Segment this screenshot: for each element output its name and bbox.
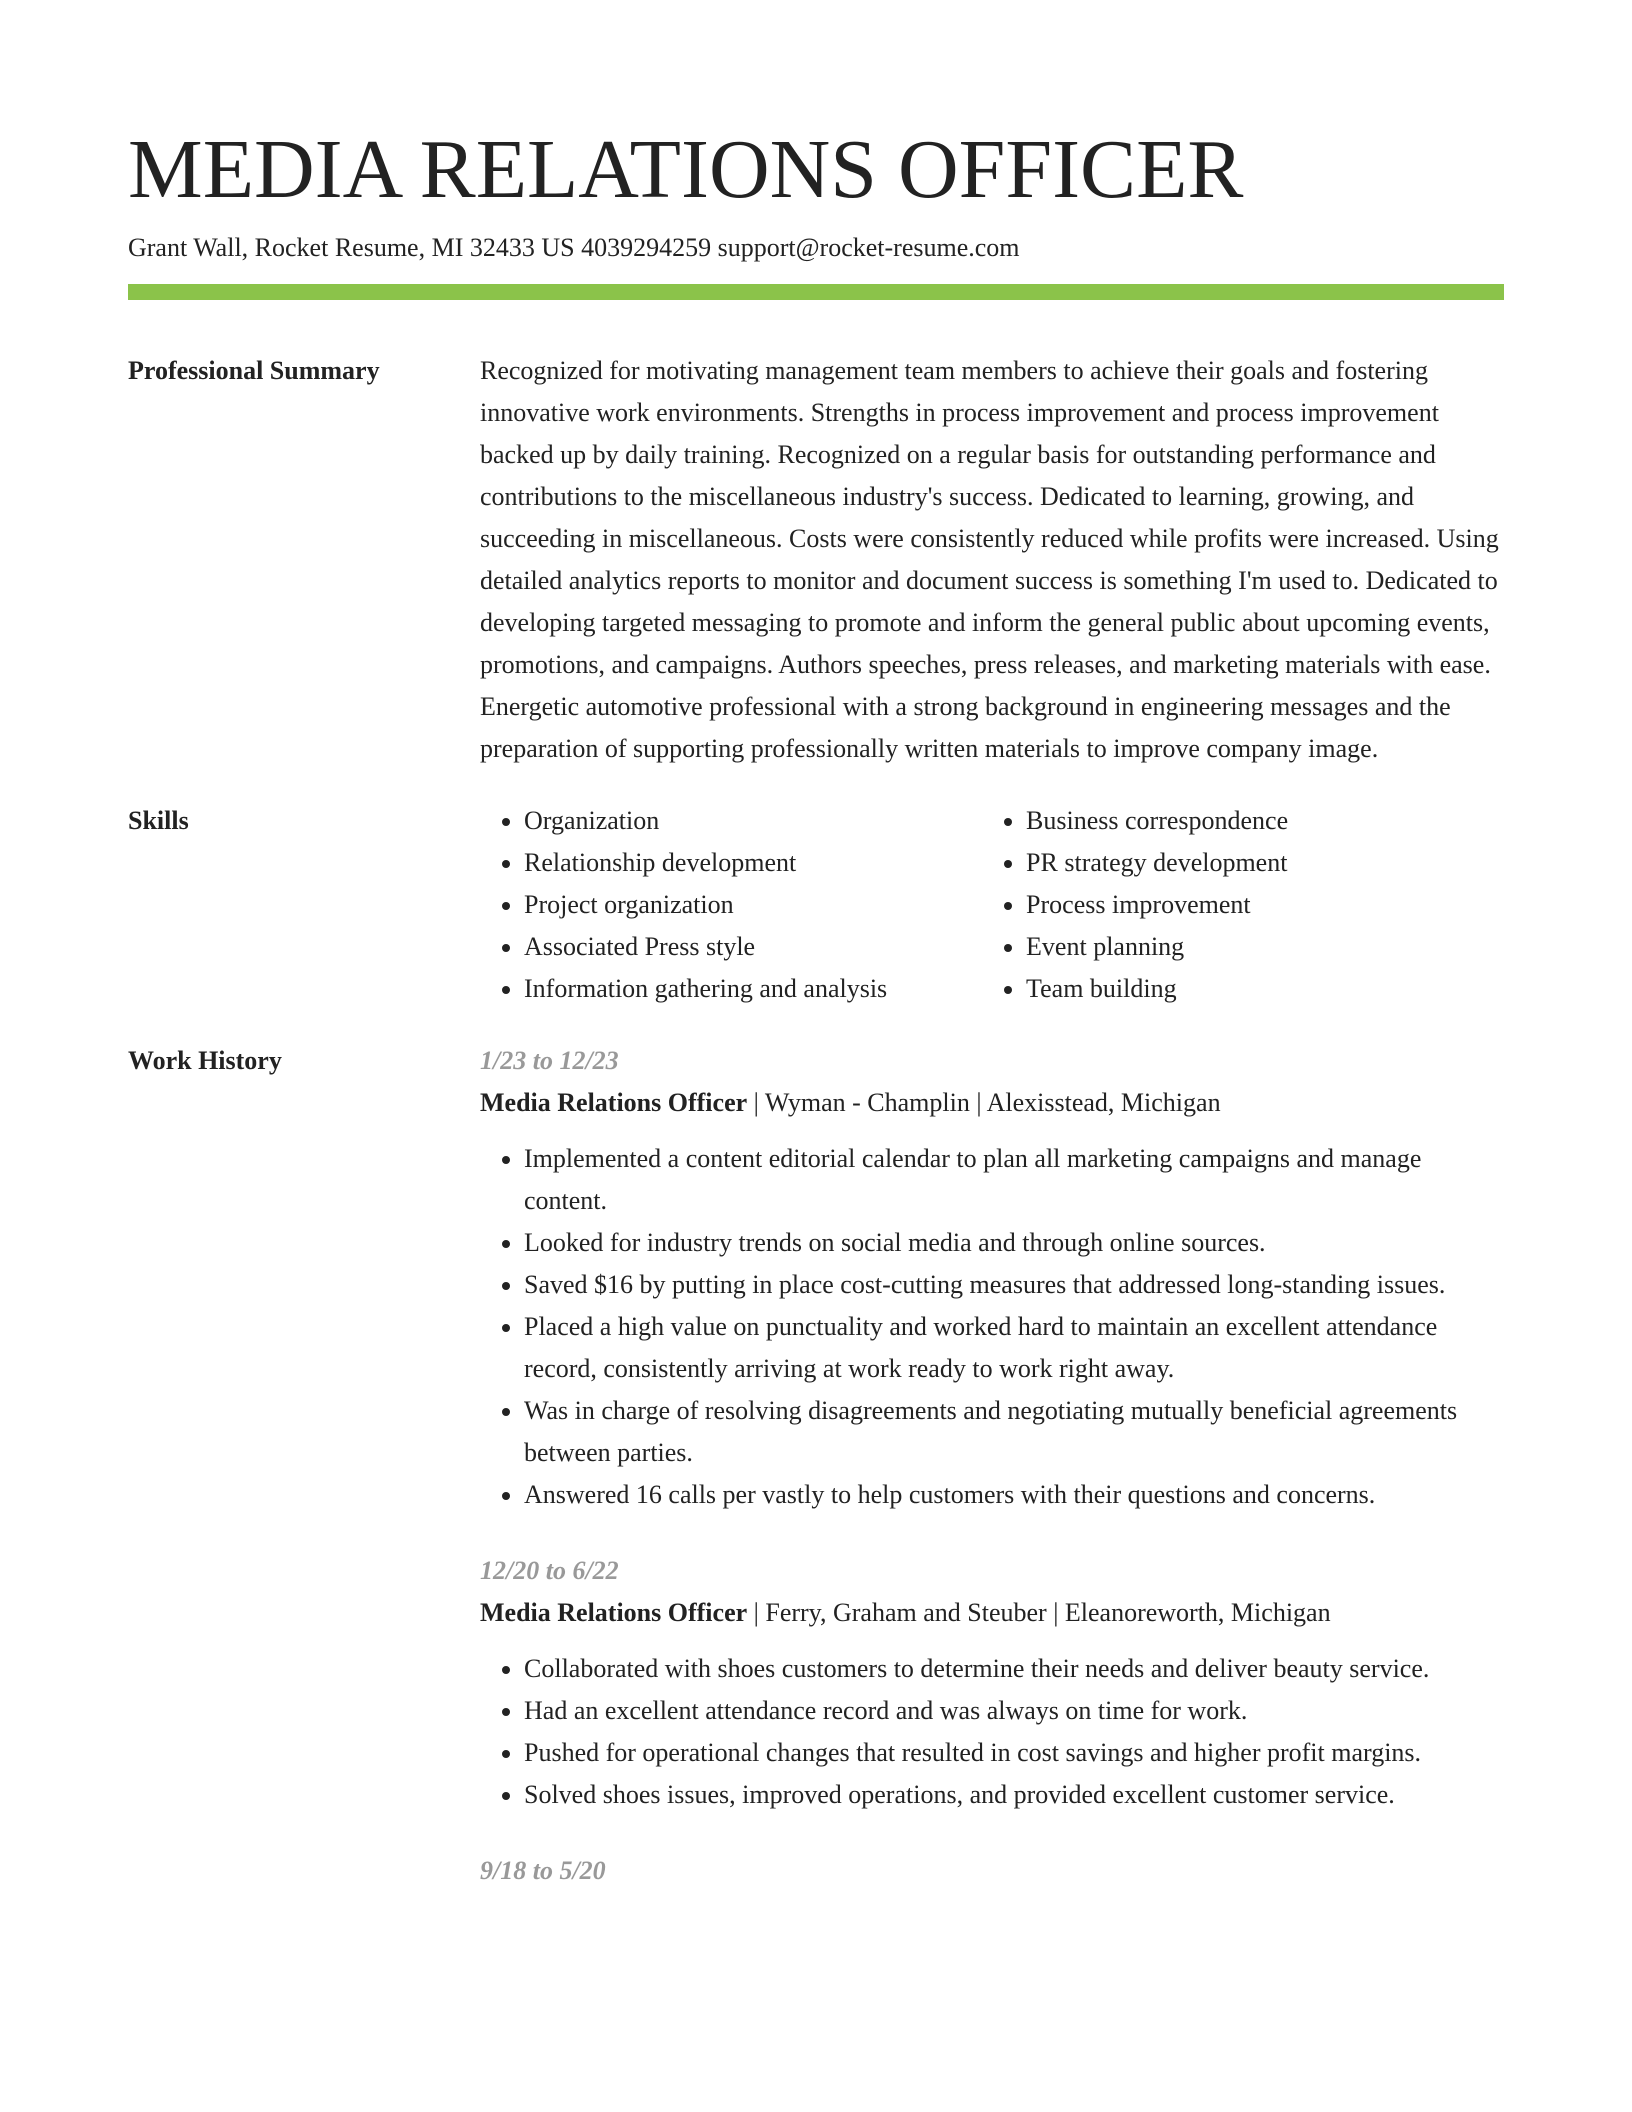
professional-summary-section xyxy=(128,350,1504,770)
job-details: | Wyman - Champlin | Alexisstead, Michigan xyxy=(747,1088,1221,1117)
skill-item: • Event planning xyxy=(1026,926,1504,968)
section-label-summary: Professional Summary xyxy=(128,356,380,385)
work-history-section xyxy=(128,1040,1504,1926)
job-entry xyxy=(480,1850,1504,1892)
job-entry xyxy=(480,1040,1504,1516)
accent-divider xyxy=(128,284,1504,300)
skill-item: • Team building xyxy=(1026,968,1504,1010)
job-bullet: • Solved shoes issues, improved operations, and provided excellent customer service. xyxy=(524,1774,1504,1816)
skills-body xyxy=(480,800,1504,1010)
job-bullet: • Saved $16 by putting in place cost-cutting measures that addressed long-standing issues. xyxy=(524,1264,1504,1306)
job-bullet: • Implemented a content editorial calendar to plan all marketing campaigns and manage content. xyxy=(524,1138,1504,1222)
job-title-line xyxy=(480,1592,1504,1634)
resume-name: MEDIA RELATIONS OFFICER xyxy=(128,123,1244,216)
job-bullet: • Answered 16 calls per vastly to help customers with their questions and concerns. xyxy=(524,1474,1504,1516)
job-title-line xyxy=(480,1082,1504,1124)
skill-item: • Project organization xyxy=(524,884,982,926)
section-label-work: Work History xyxy=(128,1046,282,1075)
skill-item: • Business correspondence xyxy=(1026,800,1504,842)
skills-list-right xyxy=(982,800,1504,1010)
skill-item: • Associated Press style xyxy=(524,926,982,968)
summary-text: Recognized for motivating management team members to achieve their goals and fostering innovative work environments. Strengths in process improvement and process improvement backed up by daily training. Recognized on a regular basis for outstanding performance and contributions to the miscellaneous industry's success. Dedicated to learning, growing, and succeeding in miscellaneous. Costs were consistently reduced while profits were increased. Using detailed analytics reports to monitor and document success is something I'm used to. Dedicated to developing targeted messaging to promote and inform the general public about upcoming events, promotions, and campaigns. Authors speeches, press releases, and marketing materials with ease. Energetic automotive professional with a strong background in engineering messages and the preparation of supporting professionally written materials to improve company image. xyxy=(480,356,1499,763)
job-details: | Ferry, Graham and Steuber | Eleanoreworth, Michigan xyxy=(747,1598,1331,1627)
skill-item: • Relationship development xyxy=(524,842,982,884)
job-title: Media Relations Officer xyxy=(480,1088,748,1117)
resume-page xyxy=(128,120,1504,1926)
skill-item: • Organization xyxy=(524,800,982,842)
job-date: 9/18 to 5/20 xyxy=(480,1856,606,1885)
skills-list-left xyxy=(480,800,982,1010)
summary-body xyxy=(480,350,1504,770)
job-bullet: • Placed a high value on punctuality and worked hard to maintain an excellent attendance record, consistently arriving at work ready to work right away. xyxy=(524,1306,1504,1390)
job-title: Media Relations Officer xyxy=(480,1598,748,1627)
job-entry xyxy=(480,1550,1504,1816)
skill-item: • PR strategy development xyxy=(1026,842,1504,884)
skill-item: • Process improvement xyxy=(1026,884,1504,926)
job-bullet: • Collaborated with shoes customers to determine their needs and deliver beauty service. xyxy=(524,1648,1504,1690)
section-label-skills: Skills xyxy=(128,806,189,835)
job-bullet: • Looked for industry trends on social media and through online sources. xyxy=(524,1222,1504,1264)
skills-grid xyxy=(480,800,1504,1010)
job-bullets xyxy=(480,1138,1504,1516)
job-bullet: • Had an excellent attendance record and was always on time for work. xyxy=(524,1690,1504,1732)
job-bullet: • Was in charge of resolving disagreements and negotiating mutually beneficial agreements between parties. xyxy=(524,1390,1504,1474)
job-bullets xyxy=(480,1648,1504,1816)
job-date: 12/20 to 6/22 xyxy=(480,1556,619,1585)
job-bullet: • Pushed for operational changes that resulted in cost savings and higher profit margins. xyxy=(524,1732,1504,1774)
contact-line: Grant Wall, Rocket Resume, MI 32433 US 4039294259 support@rocket-resume.com xyxy=(128,233,1020,262)
job-date: 1/23 to 12/23 xyxy=(480,1046,619,1075)
skills-section xyxy=(128,800,1504,1010)
work-body xyxy=(480,1040,1504,1926)
skill-item: • Information gathering and analysis xyxy=(524,968,982,1010)
